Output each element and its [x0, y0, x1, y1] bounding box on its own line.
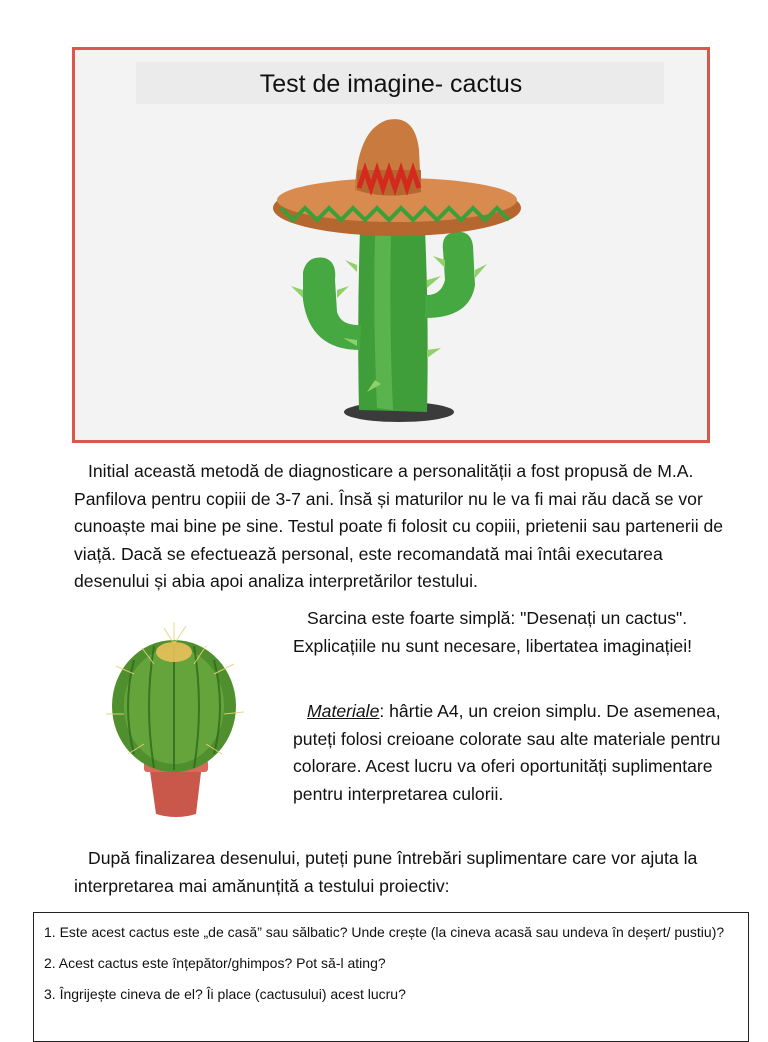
questions-box	[33, 912, 749, 1042]
barrel-cactus-photo	[94, 614, 254, 824]
materials-paragraph	[293, 698, 723, 808]
materials-text: : hârtie A4, un creion simplu. De asemenea, puteți folosi creioane colorate sau alte materiale pentru colorare. Acest lucru va oferi oportunități suplimentare pentru interpretarea culorii.	[293, 701, 721, 804]
hero-title: Test de imagine- cactus	[259, 70, 523, 98]
task-text: Sarcina este foarte simplă: "Desenați un cactus". Explicațiile nu sunt necesare, libertatea imaginației!	[293, 608, 693, 656]
question-item: 3. Îngrijește cineva de el? Îi place (cactusului) acest lucru?	[44, 986, 406, 1002]
question-item: 1. Este acest cactus este „de casă” sau sălbatic? Unde crește (la cineva acasă sau undeva în deșert/ pustiu)?	[44, 924, 725, 940]
question-item: 2. Acest cactus este înțepător/ghimpos? Pot să-l ating?	[44, 955, 386, 971]
task-paragraph	[293, 605, 723, 660]
hero-image-frame	[72, 47, 710, 443]
after-text: După finalizarea desenului, puteți pune întrebări suplimentare care vor ajuta la interpretarea mai amănunțită a testului proiectiv:	[74, 848, 698, 896]
intro-paragraph	[74, 458, 724, 596]
after-paragraph	[74, 845, 724, 900]
materials-label: Materiale	[307, 701, 380, 721]
intro-text: Initial această metodă de diagnosticare a personalității a fost propusă de M.A. Panfilova pentru copiii de 3-7 ani. Însă și maturilor nu le va fi mai rău dacă se vor cunoaște mai bine pe sine. Testul poate fi folosit cu copiii, prietenii sau partenerii de viață. Dacă se efectuează personal, este recomandată mai întâi executarea desenului și abia apoi analiza interpretărilor testului.	[74, 461, 724, 591]
sombrero-cactus-illustration	[75, 50, 707, 440]
